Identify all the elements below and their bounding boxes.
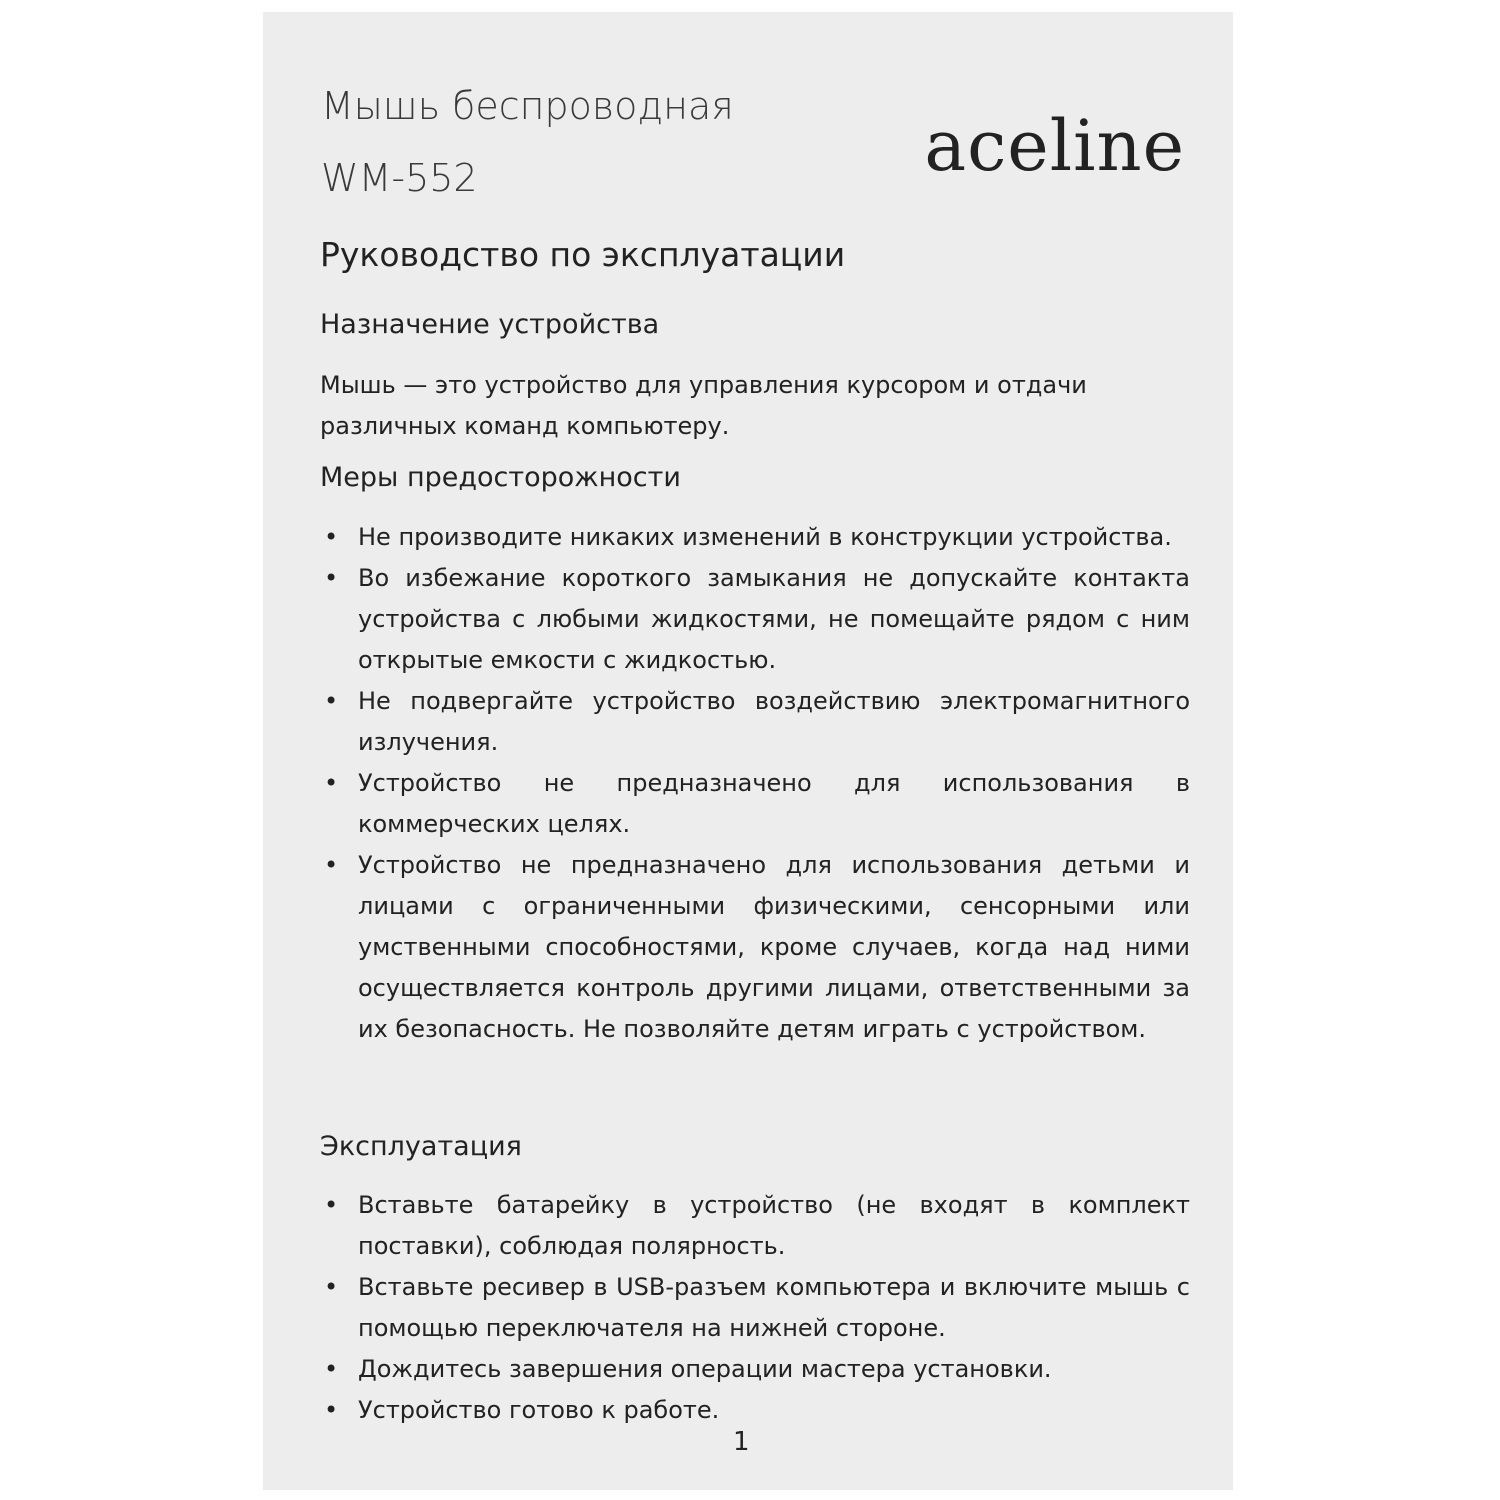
manual-title: Руководство по эксплуатации [320,235,846,274]
list-item-text: Устройство не предназначено для использования детьми и лицами с ограниченными физическими, сенсорными или умственными способностями, кроме случаев, когда над ними осуществляется контроль другими лицами, ответственными за их безопасность. Не позволяйте детям играть с устройством. [358,851,1190,1043]
list-item [320,1267,1190,1349]
product-model: WM-552 [321,156,478,200]
list-item [320,558,1190,681]
manual-page [263,12,1233,1490]
bullet-icon: • [324,564,339,592]
list-item [320,517,1190,558]
purpose-heading: Назначение устройства [320,309,660,340]
page-number: 1 [733,1427,750,1457]
bullet-icon: • [324,1396,339,1424]
bullet-icon: • [324,523,339,551]
product-title [321,84,734,200]
product-name: Мышь беспроводная [321,84,734,128]
list-item [320,1349,1190,1390]
bullet-icon: • [324,687,339,715]
bullet-icon: • [324,769,339,797]
operation-list [320,1185,1190,1431]
list-item [320,1185,1190,1267]
list-item-text: Не подвергайте устройство воздействию электромагнитного излучения. [358,687,1190,756]
precautions-heading: Меры предосторожности [320,462,681,493]
list-item [320,1390,1190,1431]
brand-logo: aceline [924,105,1185,187]
list-item-text: Не производите никаких изменений в конструкции устройства. [358,523,1172,551]
list-item-text: Вставьте батарейку в устройство (не входят в комплект поставки), соблюдая полярность. [358,1191,1190,1260]
list-item [320,845,1190,1050]
list-item-text: Во избежание короткого замыкания не допускайте контакта устройства с любыми жидкостями, не помещайте рядом с ним открытые емкости с жидкостью. [358,564,1190,674]
operation-heading: Эксплуатация [320,1131,522,1162]
list-item [320,763,1190,845]
list-item-text: Устройство готово к работе. [358,1396,720,1424]
purpose-text: Мышь — это устройство для управления курсором и отдачи различных команд компьютеру. [320,371,1087,440]
list-item [320,681,1190,763]
bullet-icon: • [324,1355,339,1383]
precautions-list [320,517,1190,1050]
list-item-text: Вставьте ресивер в USB-разъем компьютера и включите мышь с помощью переключателя на нижней стороне. [358,1273,1190,1342]
list-item-text: Дождитесь завершения операции мастера установки. [358,1355,1052,1383]
bullet-icon: • [324,851,339,879]
list-item-text: Устройство не предназначено для использования в коммерческих целях. [358,769,1190,838]
bullet-icon: • [324,1273,339,1301]
bullet-icon: • [324,1191,339,1219]
